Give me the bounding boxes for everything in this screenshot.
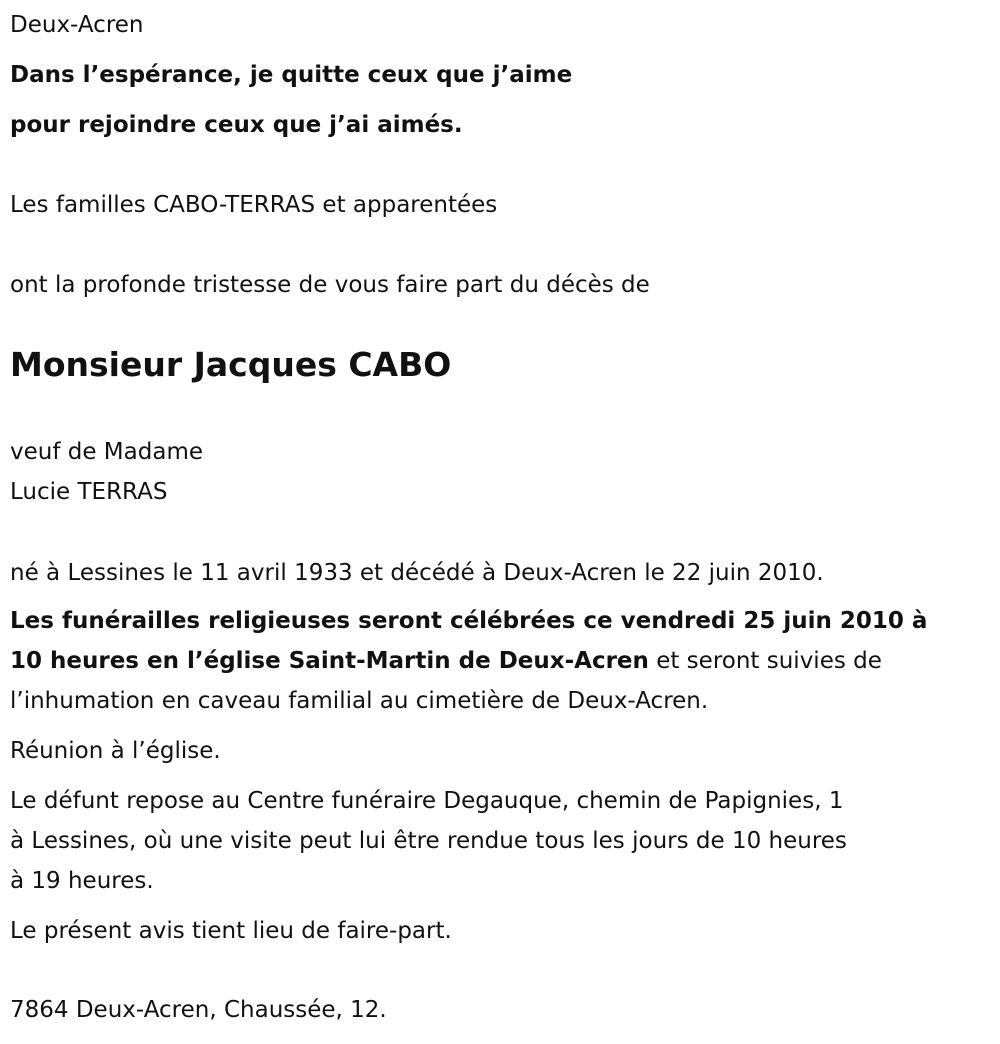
meeting: Réunion à l’église. [10,738,221,764]
notice: Le présent avis tient lieu de faire-part. [10,918,452,944]
widow-line-1: veuf de Madame [10,439,203,465]
funeral-line-2 [10,641,882,681]
quote-line-2: pour rejoindre ceux que j’ai aimés. [10,112,463,138]
funeral-rest: et seront suivies de [648,648,882,674]
birth-death: né à Lessines le 11 avril 1933 et décédé à Deux-Acren le 22 juin 2010. [10,560,824,586]
rest-line-2: à Lessines, où une visite peut lui être rendue tous les jours de 10 heures [10,828,847,854]
widow-line-2: Lucie TERRAS [10,479,168,505]
rest-line-1: Le défunt repose au Centre funéraire Degauque, chemin de Papignies, 1 [10,788,844,814]
address: 7864 Deux-Acren, Chaussée, 12. [10,997,387,1023]
funeral-line-3: l’inhumation en caveau familial au cimetière de Deux-Acren. [10,688,709,714]
announcement: ont la profonde tristesse de vous faire part du décès de [10,272,650,298]
rest-line-3: à 19 heures. [10,868,154,894]
funeral-line-1: Les funérailles religieuses seront célébrées ce vendredi 25 juin 2010 à [10,608,928,634]
families: Les familles CABO-TERRAS et apparentées [10,192,498,218]
place: Deux-Acren [10,12,144,38]
deceased-name: Monsieur Jacques CABO [10,345,452,384]
funeral-bold: 10 heures en l’église Saint-Martin de Deux-Acren [10,648,649,674]
quote-line-1: Dans l’espérance, je quitte ceux que j’aime [10,62,573,88]
